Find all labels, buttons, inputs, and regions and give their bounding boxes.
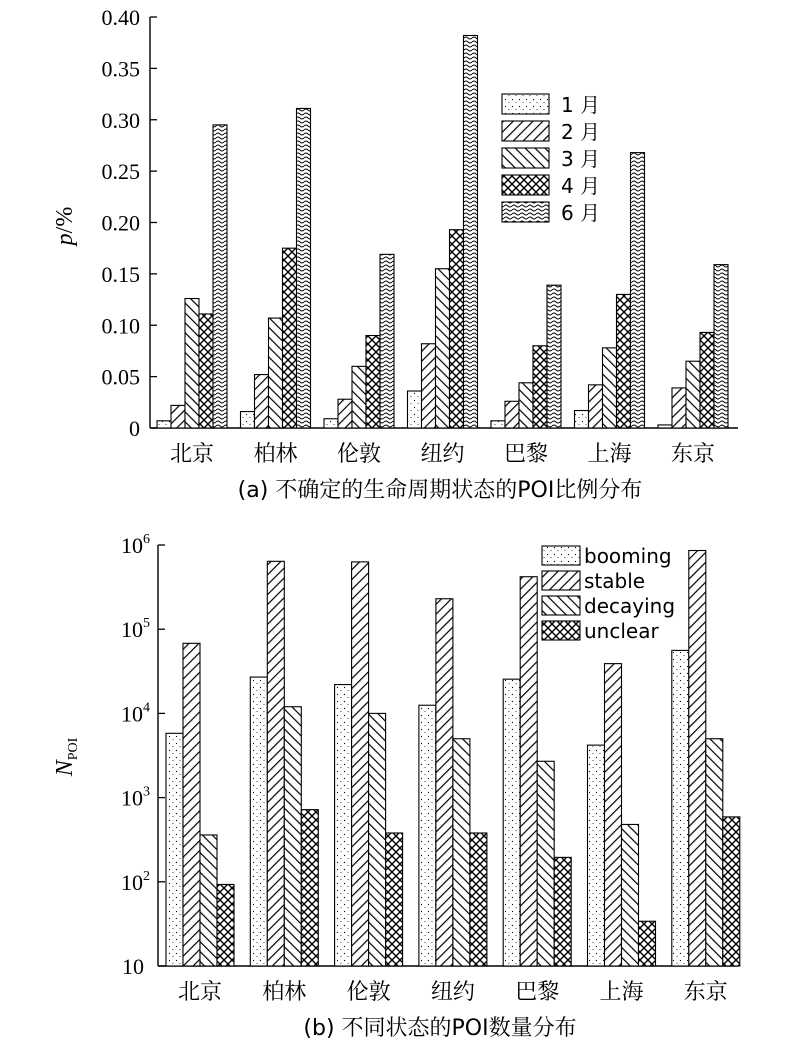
y-tick-label: 0.05 <box>101 364 140 390</box>
category-label: 巴黎 <box>503 442 549 467</box>
bar-a-1-4 <box>505 401 519 428</box>
bar-b-3-2 <box>386 833 403 966</box>
y-tick-exponent: 3 <box>143 784 150 800</box>
legend-swatch <box>502 94 549 114</box>
bar-b-1-1 <box>267 561 284 966</box>
y-tick-base: 10 <box>121 617 143 643</box>
category-label: 北京 <box>177 980 223 1005</box>
y-tick-label <box>121 616 150 642</box>
bar-a-2-4 <box>519 383 533 428</box>
y-tick-exponent: 5 <box>143 616 150 632</box>
bar-a-0-5 <box>575 411 589 428</box>
bar-a-2-6 <box>686 361 700 428</box>
bar-b-1-6 <box>689 551 706 966</box>
bar-a-3-5 <box>617 294 631 428</box>
y-tick-label: 0.20 <box>101 210 140 236</box>
bar-a-4-5 <box>631 153 645 428</box>
category-label: 纽约 <box>430 980 475 1005</box>
bar-a-0-3 <box>408 391 422 428</box>
legend-label: 1 月 <box>561 93 601 117</box>
bar-b-0-1 <box>250 677 267 966</box>
y-tick-label <box>121 869 150 895</box>
bar-b-1-3 <box>436 599 453 966</box>
y-tick-label <box>122 954 144 979</box>
legend-label: 3 月 <box>561 147 601 171</box>
y-tick-base: 10 <box>122 954 144 979</box>
bar-b-3-5 <box>639 921 656 966</box>
y-tick-base: 10 <box>121 533 143 558</box>
bar-b-3-4 <box>554 857 571 966</box>
bar-b-2-0 <box>200 835 217 966</box>
bar-a-1-0 <box>171 405 185 428</box>
legend-swatch <box>502 202 549 222</box>
bar-b-2-1 <box>284 707 301 966</box>
bar-a-0-1 <box>241 412 255 428</box>
y-tick-label: 0 <box>129 416 140 441</box>
category-label: 巴黎 <box>515 980 560 1005</box>
y-tick-label <box>121 532 150 558</box>
legend-swatch <box>542 621 580 640</box>
bar-a-1-5 <box>589 385 603 428</box>
bar-b-3-1 <box>301 810 318 966</box>
bar-a-3-6 <box>700 332 714 428</box>
chart-a-legend <box>502 93 600 225</box>
chart-a-caption: (a) 不确定的生命周期状态的POI比例分布 <box>237 478 643 503</box>
bar-a-3-2 <box>366 336 380 428</box>
category-label: 东京 <box>670 442 716 467</box>
bar-a-3-4 <box>533 346 547 428</box>
bar-a-3-0 <box>199 314 213 428</box>
y-tick-label: 0.25 <box>101 159 140 185</box>
legend-label: unclear <box>584 619 659 643</box>
category-label: 柏林 <box>253 442 298 467</box>
legend-label: stable <box>584 569 646 593</box>
bar-b-0-2 <box>335 685 352 966</box>
legend-swatch <box>502 148 549 168</box>
bar-b-1-4 <box>520 577 537 966</box>
y-tick-label: 0.35 <box>101 56 140 82</box>
bar-b-3-6 <box>723 817 740 966</box>
bar-b-1-2 <box>352 562 369 966</box>
bar-a-3-1 <box>283 248 297 428</box>
bar-b-1-5 <box>605 664 622 966</box>
bar-b-0-0 <box>166 733 183 966</box>
bar-a-4-0 <box>213 125 227 428</box>
bar-a-2-5 <box>603 348 617 428</box>
chart-b <box>52 532 740 1041</box>
category-label: 伦敦 <box>346 980 391 1005</box>
category-label: 北京 <box>169 442 215 467</box>
bar-a-0-0 <box>157 421 171 428</box>
bar-a-1-6 <box>672 388 686 428</box>
bar-a-1-3 <box>422 344 436 428</box>
category-label: 上海 <box>587 442 632 467</box>
bar-b-2-4 <box>537 761 554 966</box>
category-label: 伦敦 <box>336 442 382 467</box>
legend-label: 6 月 <box>561 201 601 225</box>
category-label: 东京 <box>683 980 728 1005</box>
bar-b-2-3 <box>453 739 470 966</box>
y-tick-base: 10 <box>121 785 143 811</box>
category-label: 纽约 <box>420 442 465 467</box>
bar-a-4-3 <box>464 35 478 428</box>
bar-a-3-3 <box>450 230 464 428</box>
chart-b-caption: (b) 不同状态的POI数量分布 <box>303 1016 577 1041</box>
chart-a-y-label: p/% <box>52 206 78 246</box>
y-tick-exponent: 2 <box>143 868 150 884</box>
legend-label: 4 月 <box>561 174 601 198</box>
legend-label: booming <box>584 544 672 568</box>
bar-a-1-1 <box>255 375 269 428</box>
y-tick-label <box>121 700 150 726</box>
bar-b-0-4 <box>503 679 520 966</box>
legend-label: 2 月 <box>561 120 601 144</box>
y-tick-exponent: 6 <box>143 532 150 547</box>
bar-a-2-1 <box>269 318 283 428</box>
bar-b-3-3 <box>470 833 487 966</box>
bar-b-2-6 <box>706 739 723 966</box>
bar-b-0-3 <box>419 705 436 966</box>
legend-swatch <box>542 546 580 565</box>
category-label: 柏林 <box>262 980 307 1005</box>
bar-a-2-3 <box>436 269 450 428</box>
y-tick-label <box>121 785 150 811</box>
legend-swatch <box>502 175 549 195</box>
y-tick-exponent: 4 <box>143 700 150 716</box>
legend-swatch <box>542 571 580 590</box>
y-tick-label: 0.30 <box>101 107 140 133</box>
bar-b-2-5 <box>622 824 639 966</box>
bar-a-0-2 <box>324 419 338 428</box>
y-tick-base: 10 <box>121 869 143 895</box>
bar-a-4-6 <box>714 265 728 428</box>
bar-b-0-5 <box>588 745 605 966</box>
legend-label: decaying <box>584 594 676 618</box>
bar-a-4-1 <box>297 108 311 428</box>
bar-b-0-6 <box>672 650 689 966</box>
category-label: 上海 <box>599 980 644 1005</box>
legend-swatch <box>542 596 580 615</box>
bar-a-4-4 <box>547 285 561 428</box>
legend-swatch <box>502 121 549 141</box>
bar-b-2-2 <box>369 713 386 966</box>
bar-a-2-2 <box>352 366 366 428</box>
bar-a-1-2 <box>338 399 352 428</box>
chart-b-y-label: $N_{POI}$ <box>52 737 81 777</box>
bar-a-2-0 <box>185 299 199 428</box>
y-tick-label: 0.10 <box>101 313 140 339</box>
bar-b-1-0 <box>183 643 200 966</box>
bar-a-0-6 <box>658 425 672 428</box>
bar-a-0-4 <box>491 421 505 428</box>
bar-b-3-0 <box>217 884 234 966</box>
bar-a-4-2 <box>380 254 394 428</box>
y-tick-base: 10 <box>121 701 143 727</box>
y-tick-label: 0.40 <box>101 5 140 30</box>
chart-a <box>52 5 738 503</box>
y-tick-label: 0.15 <box>101 261 140 287</box>
chart-b-legend <box>542 544 675 643</box>
